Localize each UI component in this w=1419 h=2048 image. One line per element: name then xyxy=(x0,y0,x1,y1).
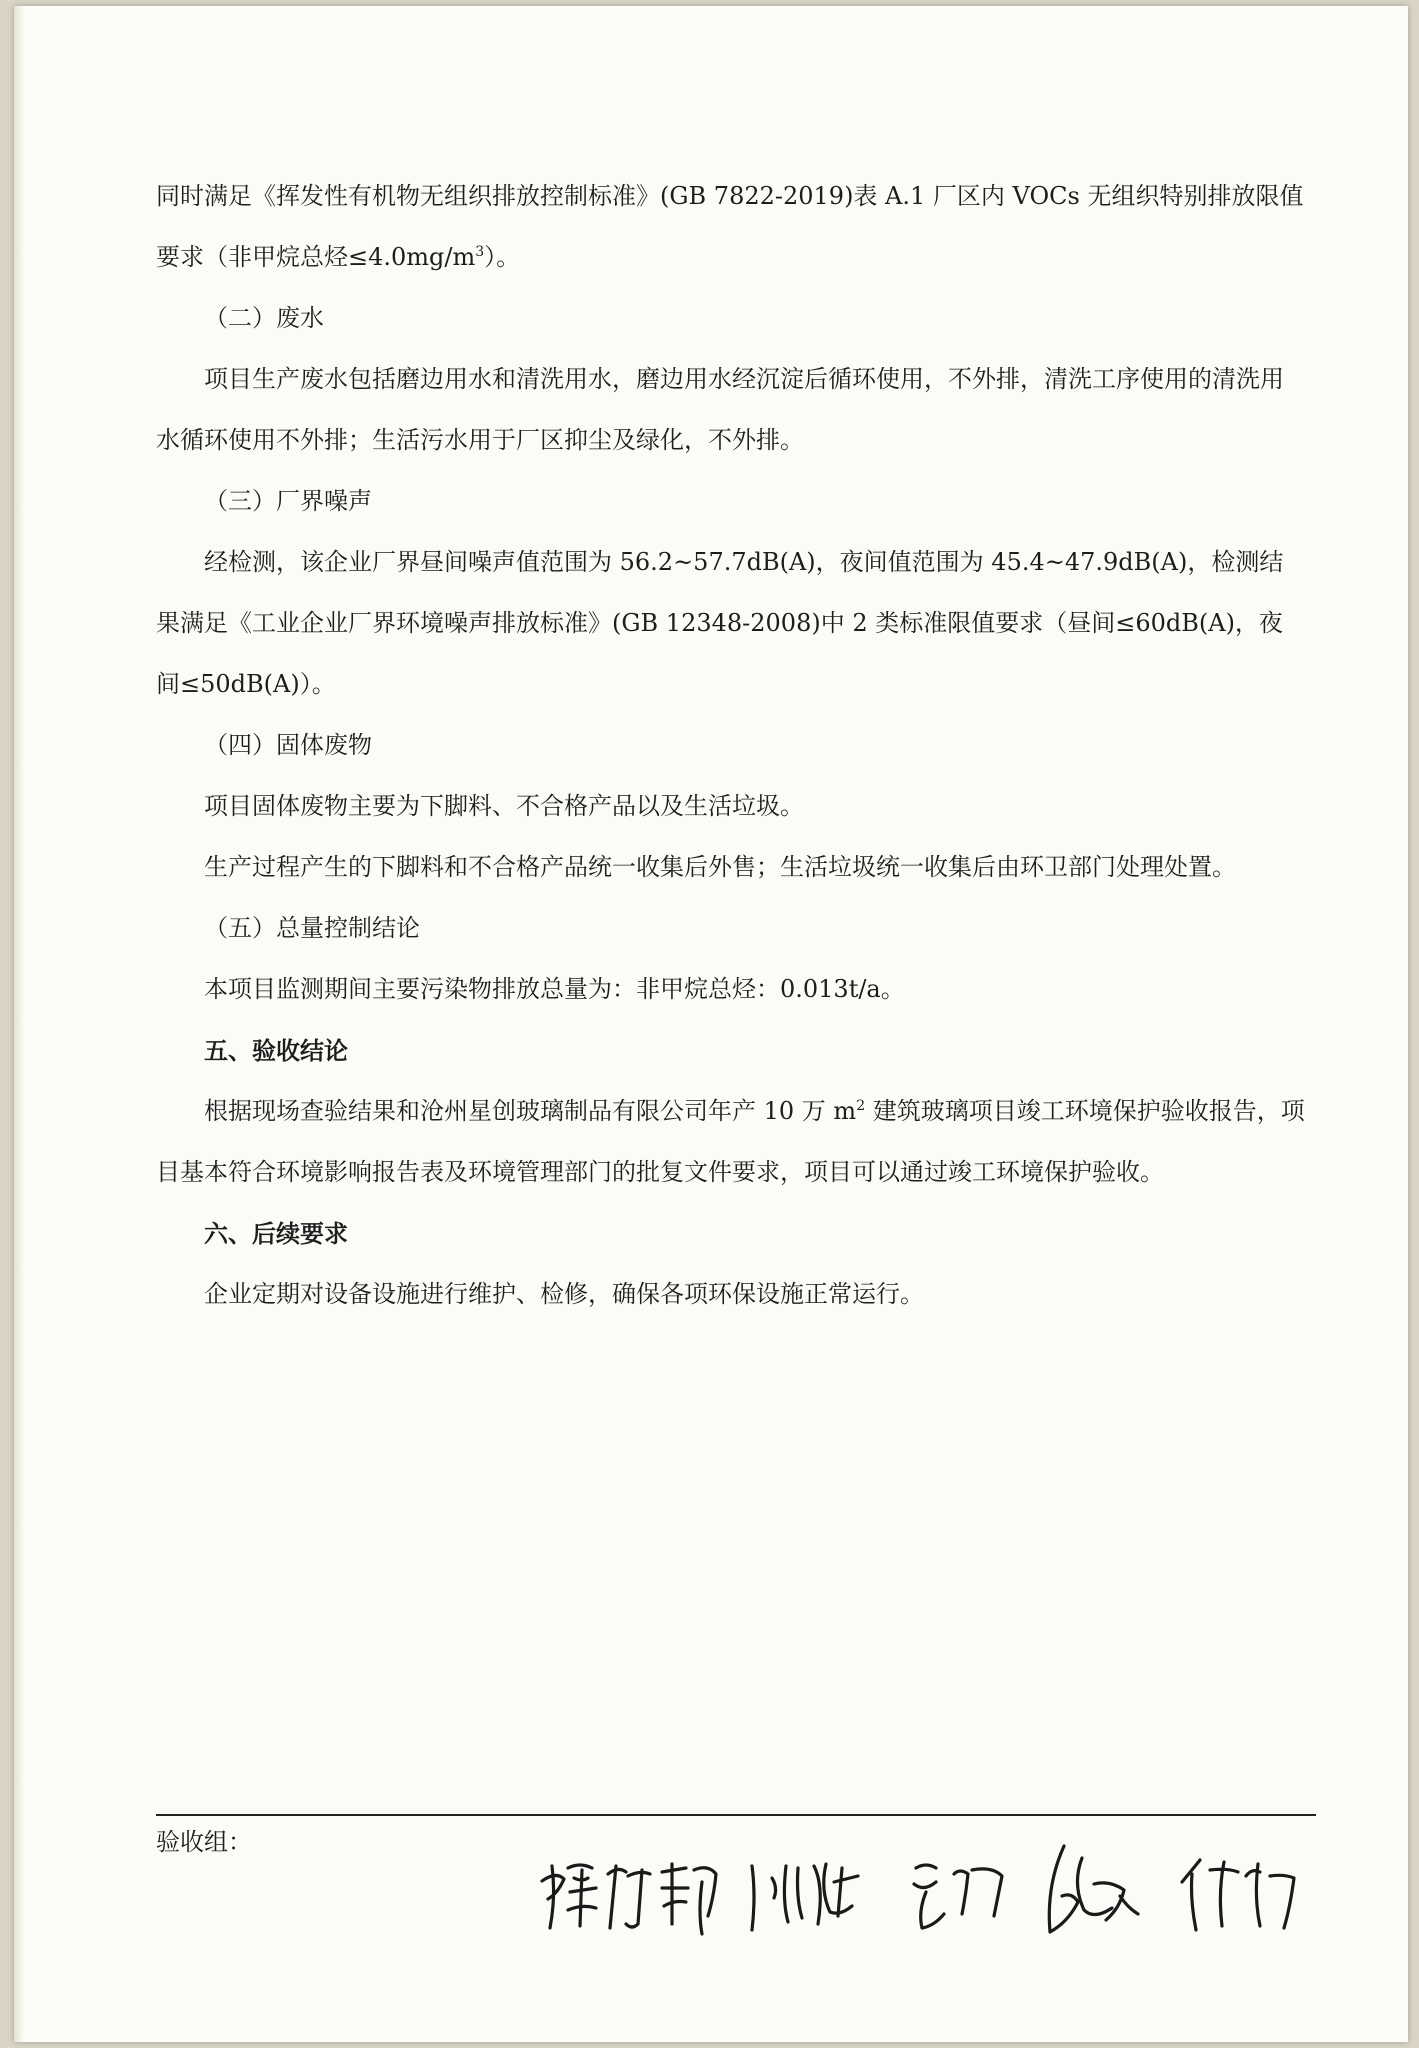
paragraph-solid-waste-1: 项目固体废物主要为下脚料、不合格产品以及生活垃圾。 xyxy=(204,792,804,820)
paragraph-gas-standard: 同时满足《挥发性有机物无组织排放控制标准》(GB 7822-2019)表 A.1 厂区内 VOCs 无组织特别排放限值要求（非甲烷总烃$\le 4.0mg/m^3$）。 xyxy=(156,182,1304,271)
document-page xyxy=(14,6,1408,2042)
signature-5 xyxy=(1182,1860,1294,1930)
signature-2 xyxy=(752,1864,858,1930)
paragraph-noise: 经检测，该企业厂界昼间噪声值范围为 56.2~57.7dB(A)，夜间值范围为 45.4~47.9dB(A)，检测结果满足《工业企业厂界环境噪声排放标准》(GB 12348-2008)中 2 类标准限值要求（昼间≤60dB(A)，夜间≤50dB(A)）。 xyxy=(156,548,1284,698)
paragraph-total-control: 本项目监测期间主要污染物排放总量为：非甲烷总烃：0.013t/a。 xyxy=(204,975,905,1003)
superscript: 2 xyxy=(856,1098,866,1114)
signature-1 xyxy=(542,1864,716,1934)
signature-4 xyxy=(1049,1846,1138,1932)
acceptance-group-label: 验收组： xyxy=(156,1828,252,1856)
page-shadow-edge xyxy=(14,6,24,2042)
heading-follow-up: 六、后续要求 xyxy=(204,1219,348,1248)
subheading-solid-waste: （四）固体废物 xyxy=(204,731,372,759)
signatures xyxy=(534,1826,1354,1956)
document-body xyxy=(156,166,1306,1325)
subheading-total-control: （五）总量控制结论 xyxy=(204,914,420,942)
footer-divider xyxy=(156,1814,1316,1816)
paragraph-follow-up: 企业定期对设备设施进行维护、检修，确保各项环保设施正常运行。 xyxy=(204,1280,924,1308)
subheading-noise: （三）厂界噪声 xyxy=(204,487,372,515)
signature-3 xyxy=(914,1865,1002,1928)
paragraph-acceptance-conclusion: 根据现场查验结果和沧州星创玻璃制品有限公司年产 10 万 $m^2$ 建筑玻璃项目竣工环境保护验收报告，项目基本符合环境影响报告表及环境管理部门的批复文件要求，项目可以通过竣工环境保护验收。 xyxy=(156,1097,1305,1186)
superscript: 3 xyxy=(475,244,485,260)
subheading-wastewater: （二）废水 xyxy=(204,304,324,332)
heading-acceptance-conclusion: 五、验收结论 xyxy=(204,1036,348,1065)
paragraph-solid-waste-2: 生产过程产生的下脚料和不合格产品统一收集后外售；生活垃圾统一收集后由环卫部门处理处置。 xyxy=(204,853,1236,881)
paragraph-wastewater: 项目生产废水包括磨边用水和清洗用水，磨边用水经沉淀后循环使用，不外排，清洗工序使用的清洗用水循环使用不外排；生活污水用于厂区抑尘及绿化，不外排。 xyxy=(156,365,1284,454)
